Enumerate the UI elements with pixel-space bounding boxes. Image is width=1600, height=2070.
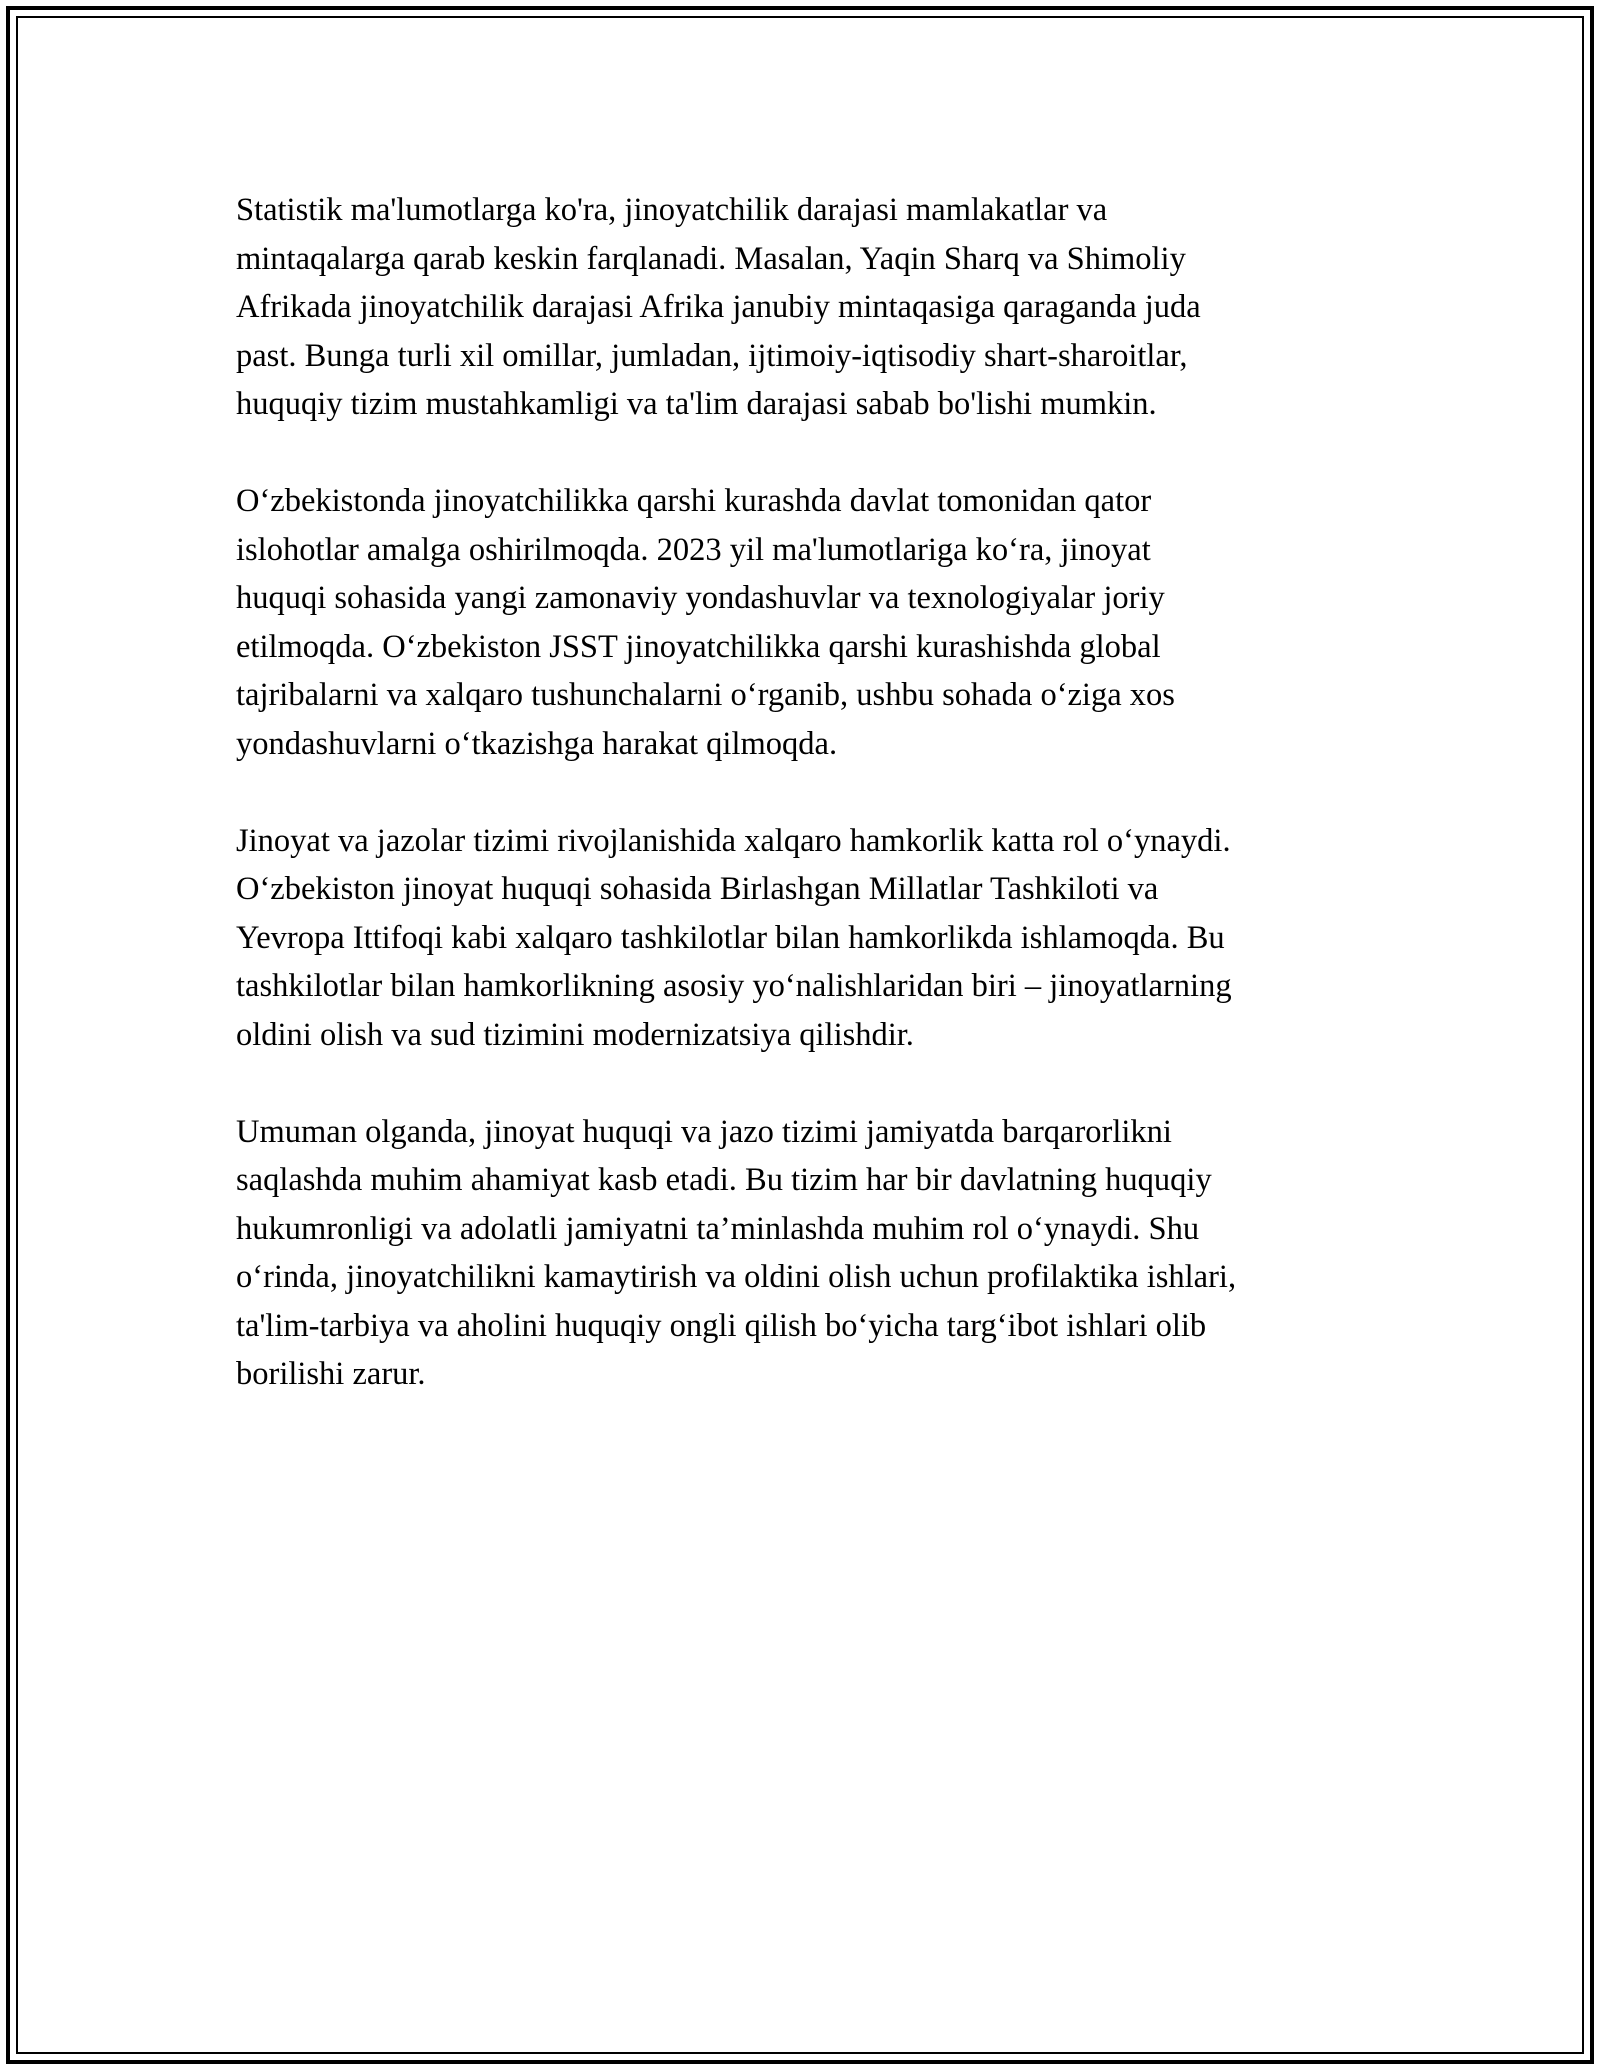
text-line: o‘rinda, jinoyatchilikni kamaytirish va oldini olish uchun profilaktika ishlari, [236,1259,1237,1295]
text-line: O‘zbekiston jinoyat huquqi sohasida Birlashgan Millatlar Tashkiloti va [236,871,1159,907]
paragraph-international-cooperation [236,817,1366,1060]
paragraph-statistics [236,186,1366,429]
text-line: past. Bunga turli xil omillar, jumladan, ijtimoiy-iqtisodiy shart-sharoitlar, [236,337,1188,374]
document-body [236,186,1366,1447]
text-line: yondashuvlarni o‘tkazishga harakat qilmoqda. [236,725,838,762]
text-line: etilmoqda. O‘zbekiston JSST jinoyatchilikka qarshi kurashishda global [236,628,1161,665]
text-line: ta'lim-tarbiya va aholini huquqiy ongli qilish bo‘yicha targ‘ibot ishlari olib [236,1307,1207,1344]
text-line: hukumronligi va adolatli jamiyatni ta’minlashda muhim rol o‘ynaydi. Shu [236,1210,1200,1247]
paragraph-uzbekistan-reforms [236,477,1366,768]
text-line: borilishi zarur. [236,1356,426,1392]
text-line: mintaqalarga qarab keskin farqlanadi. Masalan, Yaqin Sharq va Shimoliy [236,240,1186,277]
text-line: O‘zbekistonda jinoyatchilikka qarshi kurashda davlat tomonidan qator [236,483,1152,519]
paragraph-conclusion [236,1108,1366,1399]
text-line: saqlashda muhim ahamiyat kasb etadi. Bu tizim har bir davlatning huquqiy [236,1162,1212,1198]
text-line: Jinoyat va jazolar tizimi rivojlanishida xalqaro hamkorlik katta rol o‘ynaydi. [236,822,1231,859]
text-line: huquqiy tizim mustahkamligi va ta'lim darajasi sabab bo'lishi mumkin. [236,386,1157,422]
text-line: islohotlar amalga oshirilmoqda. 2023 yil ma'lumotlariga ko‘ra, jinoyat [236,531,1151,568]
text-line: Yevropa Ittifoqi kabi xalqaro tashkilotlar bilan hamkorlikda ishlamoqda. Bu [236,919,1225,956]
text-line: Statistik ma'lumotlarga ko'ra, jinoyatchilik darajasi mamlakatlar va [236,192,1108,228]
text-line: oldini olish va sud tizimini modernizatsiya qilishdir. [236,1016,914,1053]
text-line: Umuman olganda, jinoyat huquqi va jazo tizimi jamiyatda barqarorlikni [236,1113,1172,1150]
text-line: huquqi sohasida yangi zamonaviy yondashuvlar va texnologiyalar joriy [236,580,1165,616]
text-line: Afrikada jinoyatchilik darajasi Afrika janubiy mintaqasiga qaraganda juda [236,289,1201,325]
text-line: tashkilotlar bilan hamkorlikning asosiy yo‘nalishlaridan biri – jinoyatlarning [236,968,1232,1004]
text-line: tajribalarni va xalqaro tushunchalarni o‘rganib, ushbu sohada o‘ziga xos [236,677,1175,713]
